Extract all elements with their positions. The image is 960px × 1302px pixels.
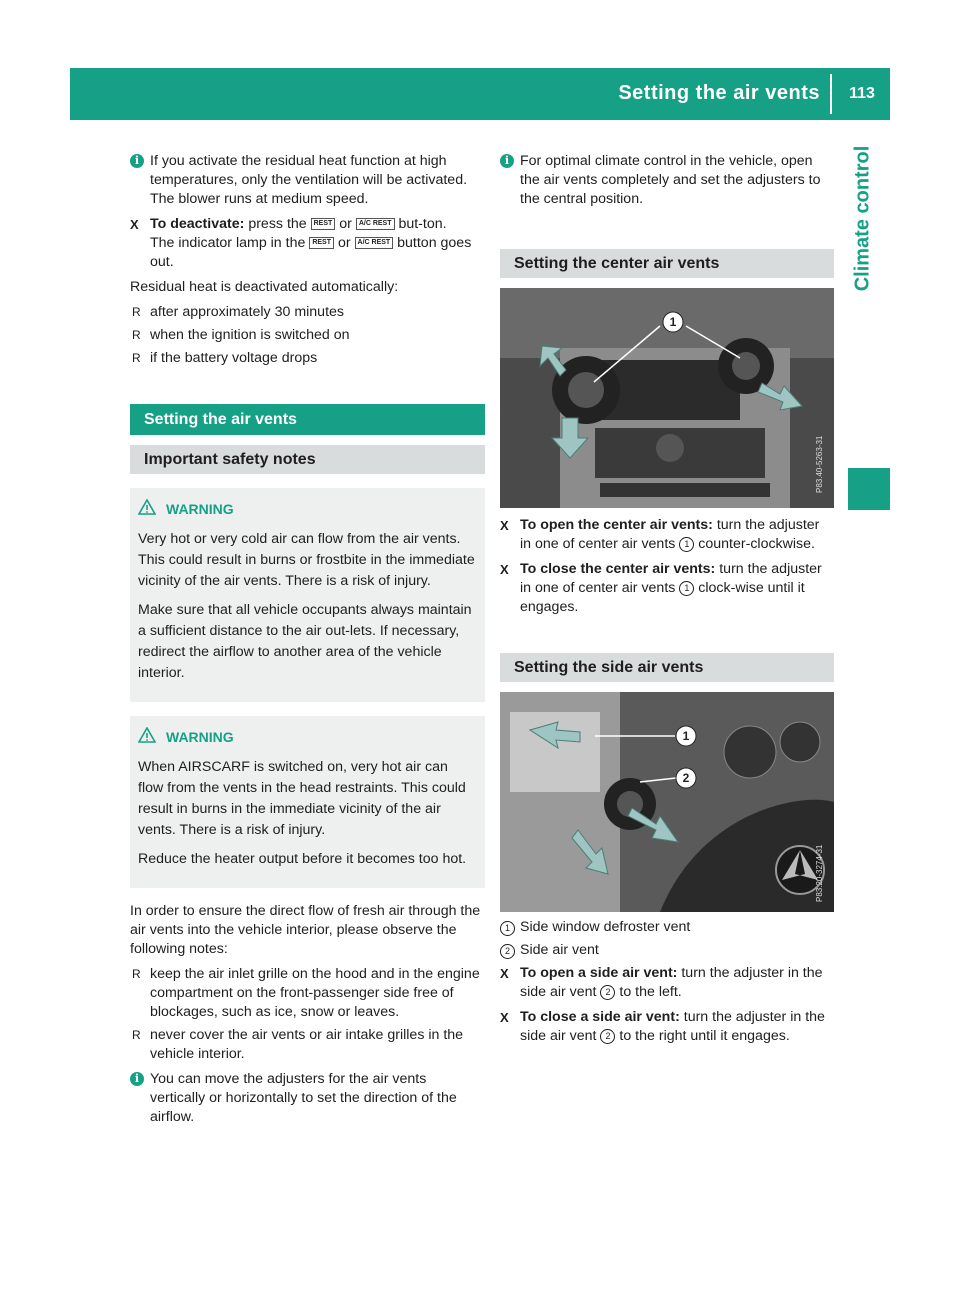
step-close-center [500, 560, 834, 617]
list-item [130, 965, 485, 1022]
info-icon: i [500, 154, 514, 168]
callout-2-icon: 2 [600, 985, 615, 1000]
rest-button-icon: REST [309, 237, 334, 249]
legend-text: Side window defroster vent [520, 919, 691, 935]
warning-triangle-icon [138, 727, 156, 743]
center-vents-figure [500, 288, 834, 508]
info-text: If you activate the residual heat function at high temperatures, only the ventilation will be activated. The blower runs at medium speed. [150, 153, 468, 207]
list-item-text: after approximately 30 minutes [150, 304, 344, 320]
step-text: press the [248, 216, 307, 232]
step-text: to the left. [619, 984, 682, 1000]
info-icon: i [130, 154, 144, 168]
step-deactivate [130, 215, 485, 272]
subsection-heading: Important safety notes [130, 445, 485, 474]
callout-1-icon: 1 [500, 921, 515, 936]
side-vents-figure [500, 692, 834, 912]
bullet-icon: R [132, 967, 141, 981]
step-text: turn the adjuster in the side air vent [520, 1009, 825, 1044]
step-arrow-icon: X [500, 1010, 509, 1025]
subsection-heading-center: Setting the center air vents [500, 249, 834, 278]
bullet-icon: R [132, 351, 141, 365]
warning-label: WARNING [166, 501, 234, 517]
chapter-marker [848, 468, 890, 510]
chapter-tab [836, 122, 890, 314]
step-arrow-icon: X [500, 518, 509, 533]
warning-box [130, 488, 485, 702]
warning-text: When AIRSCARF is switched on, very hot air can flow from the vents in the head restraints. This could result in burns in the immediate vicinity of the air vents. There is a risk of injury. [138, 759, 466, 838]
svg-text:2: 2 [682, 771, 690, 785]
step-text: turn the adjuster in one of center air vents [520, 561, 822, 596]
step-label: To close the center air vents: [520, 561, 716, 577]
list-item [130, 349, 485, 368]
figure-code: P83.20-3274-31 [815, 844, 824, 902]
ac-rest-button-icon: A/C REST [355, 237, 394, 249]
warning-triangle-icon [138, 499, 156, 515]
step-arrow-icon: X [500, 562, 509, 577]
legend-item [500, 918, 834, 937]
info-note-residual [130, 152, 485, 209]
info-note-optimal [500, 152, 834, 209]
callout-1-icon: 1 [679, 581, 694, 596]
warning-heading [138, 500, 477, 519]
bullet-icon: R [132, 328, 141, 342]
step-text-or: or [339, 216, 352, 232]
figure-code: P83.40-5263-31 [815, 435, 824, 493]
step-text: counter-clockwise. [698, 536, 815, 552]
list-item-text: keep the air inlet grille on the hood and in the engine compartment on the front-passenger side free of blockages, such as ice, snow or leaves. [150, 966, 480, 1020]
rest-button-icon: REST [311, 218, 336, 230]
header-title: Setting the air vents [618, 82, 820, 104]
list-item-text: when the ignition is switched on [150, 327, 350, 343]
side-vents-illustration [500, 692, 834, 912]
list-item-text: if the battery voltage drops [150, 350, 318, 366]
legend-text: Side air vent [520, 942, 599, 958]
header-separator [830, 74, 832, 114]
warning-heading [138, 728, 477, 747]
page-header [70, 68, 890, 120]
step-open-side [500, 964, 834, 1002]
callout-2-icon: 2 [600, 1029, 615, 1044]
section-heading: Setting the air vents [130, 404, 485, 435]
center-vents-illustration [500, 288, 834, 508]
step-label: To close a side air vent: [520, 1009, 680, 1025]
step-text: clock-wise until it engages. [520, 580, 805, 615]
step-text: button goes out. [150, 235, 472, 270]
info-icon: i [130, 1072, 144, 1086]
step-text: turn the adjuster in the side air vent [520, 965, 823, 1000]
warning-box [130, 716, 485, 888]
callout-2-icon: 2 [500, 944, 515, 959]
step-label: To deactivate: [150, 216, 245, 232]
list-item [130, 1026, 485, 1064]
fresh-air-text: In order to ensure the direct flow of fresh air through the air vents into the vehicle interior, please observe the following notes: [130, 903, 481, 957]
subsection-heading-side: Setting the side air vents [500, 653, 834, 682]
step-text: turn the adjuster in one of center air vents [520, 517, 820, 552]
step-text: The indicator lamp in the [150, 235, 306, 251]
residual-auto-text: Residual heat is deactivated automatically: [130, 279, 399, 295]
left-column [130, 152, 485, 1133]
step-text: but-ton. [398, 216, 447, 232]
warning-text: Very hot or very cold air can flow from the air vents. This could result in burns or frostbite in the immediate vicinity of the air vents. There is a risk of injury. [138, 531, 475, 589]
list-item [130, 326, 485, 345]
info-text: You can move the adjusters for the air vents vertically or horizontally to set the direction of the airflow. [150, 1071, 457, 1125]
step-arrow-icon: X [130, 217, 139, 232]
warning-label: WARNING [166, 729, 234, 745]
legend-item [500, 941, 834, 960]
step-label: To open a side air vent: [520, 965, 678, 981]
list-item-text: never cover the air vents or air intake grilles in the vehicle interior. [150, 1027, 464, 1062]
svg-text:1: 1 [682, 729, 690, 743]
step-arrow-icon: X [500, 966, 509, 981]
bullet-icon: R [132, 305, 141, 319]
bullet-icon: R [132, 1028, 141, 1042]
right-column [500, 152, 834, 1052]
info-note-adjusters [130, 1070, 485, 1127]
step-open-center [500, 516, 834, 554]
step-label: To open the center air vents: [520, 517, 713, 533]
list-item [130, 303, 485, 322]
chapter-tab-label: Climate control [851, 145, 874, 291]
page-number: 113 [849, 85, 875, 102]
warning-text: Make sure that all vehicle occupants always maintain a sufficient distance to the air out-lets. If necessary, redirect the airflow to another area of the vehicle interior. [138, 602, 472, 681]
step-text-or: or [337, 235, 351, 251]
callout-1-icon: 1 [679, 537, 694, 552]
step-text: to the right until it engages. [619, 1028, 790, 1044]
svg-text:1: 1 [669, 315, 677, 329]
ac-rest-button-icon: A/C REST [356, 218, 395, 230]
step-close-side [500, 1008, 834, 1046]
warning-text: Reduce the heater output before it becomes too hot. [138, 851, 467, 867]
info-text: For optimal climate control in the vehicle, open the air vents completely and set the adjusters to the central position. [520, 153, 821, 207]
